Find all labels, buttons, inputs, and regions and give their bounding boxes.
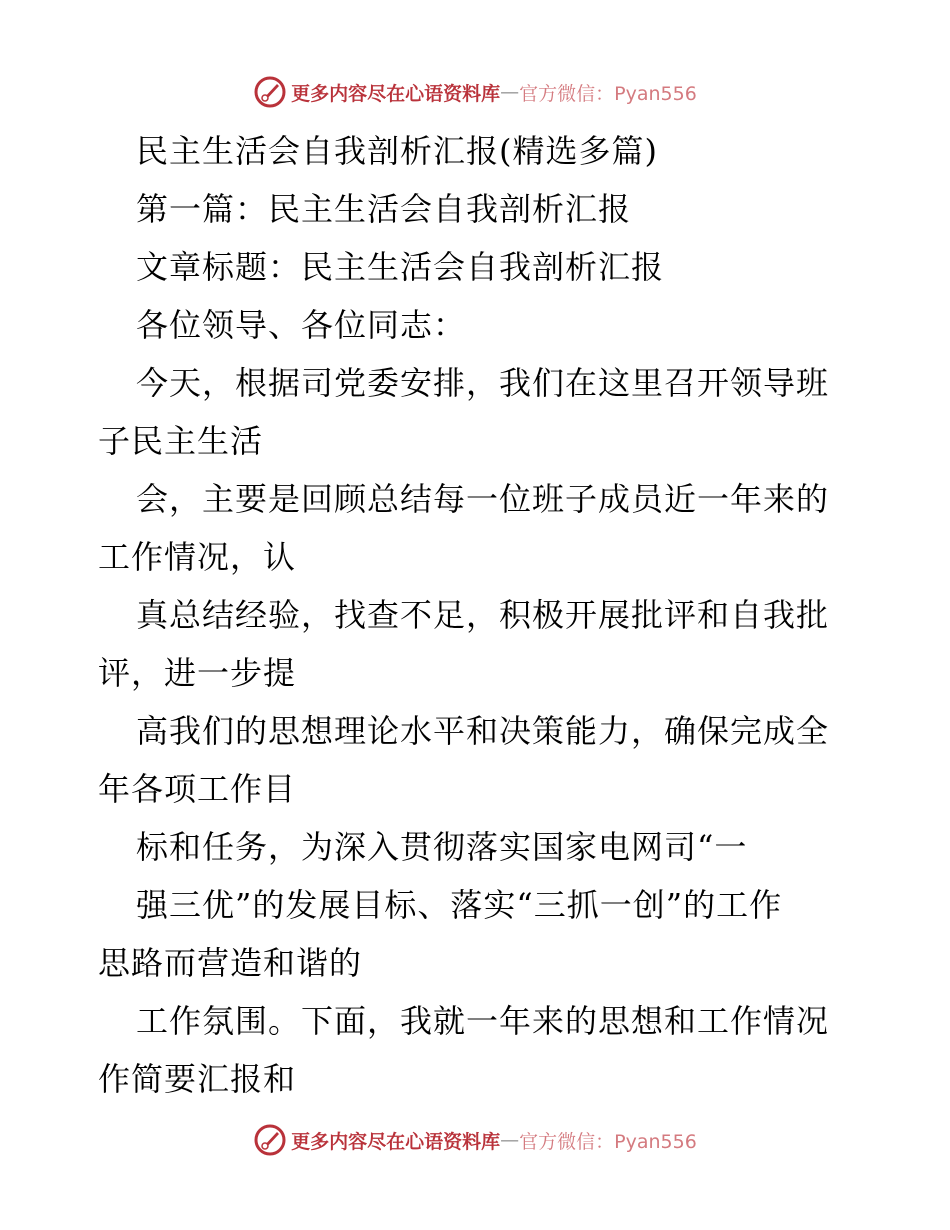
header-watermark	[0, 72, 950, 112]
body-line: 真总结经验，找查不足，积极开展批评和自我批	[136, 596, 830, 634]
document-title: 民主生活会自我剖析汇报(精选多篇)	[136, 132, 658, 170]
body-line: 会，主要是回顾总结每一位班子成员近一年来的	[136, 480, 830, 518]
watermark-separator: —	[500, 1129, 520, 1151]
article-title-line: 文章标题：民主生活会自我剖析汇报	[136, 248, 665, 286]
document-body	[98, 122, 858, 1108]
body-line: 强三优”的发展目标、落实“三抓一创”的工作	[136, 886, 783, 924]
quill-seal-icon	[253, 75, 287, 109]
footer-watermark	[0, 1120, 950, 1160]
body-line: 高我们的思想理论水平和决策能力，确保完成全	[136, 712, 830, 750]
body-line: 评，进一步提	[98, 654, 297, 692]
body-line: 思路而营造和谐的	[98, 944, 363, 982]
body-line: 今天，根据司党委安排，我们在这里召开领导班	[136, 364, 830, 402]
watermark-main-text: 更多内容尽在心语资料库	[291, 1130, 501, 1153]
section-heading: 第一篇：民主生活会自我剖析汇报	[136, 190, 632, 228]
body-line: 子民主生活	[98, 422, 264, 460]
watermark-separator: —	[500, 81, 520, 103]
salutation: 各位领导、各位同志：	[136, 306, 467, 344]
quill-seal-icon	[253, 1123, 287, 1157]
watermark-contact-text: 官方微信：Pyan556	[519, 1130, 697, 1153]
body-line: 年各项工作目	[98, 770, 297, 808]
body-line: 工作情况，认	[98, 538, 297, 576]
body-line: 标和任务，为深入贯彻落实国家电网司“一	[136, 828, 748, 866]
body-line: 工作氛围。下面，我就一年来的思想和工作情况	[136, 1002, 830, 1040]
body-line: 作简要汇报和	[98, 1060, 297, 1098]
watermark-contact-text: 官方微信：Pyan556	[519, 82, 697, 105]
watermark-main-text: 更多内容尽在心语资料库	[291, 82, 501, 105]
